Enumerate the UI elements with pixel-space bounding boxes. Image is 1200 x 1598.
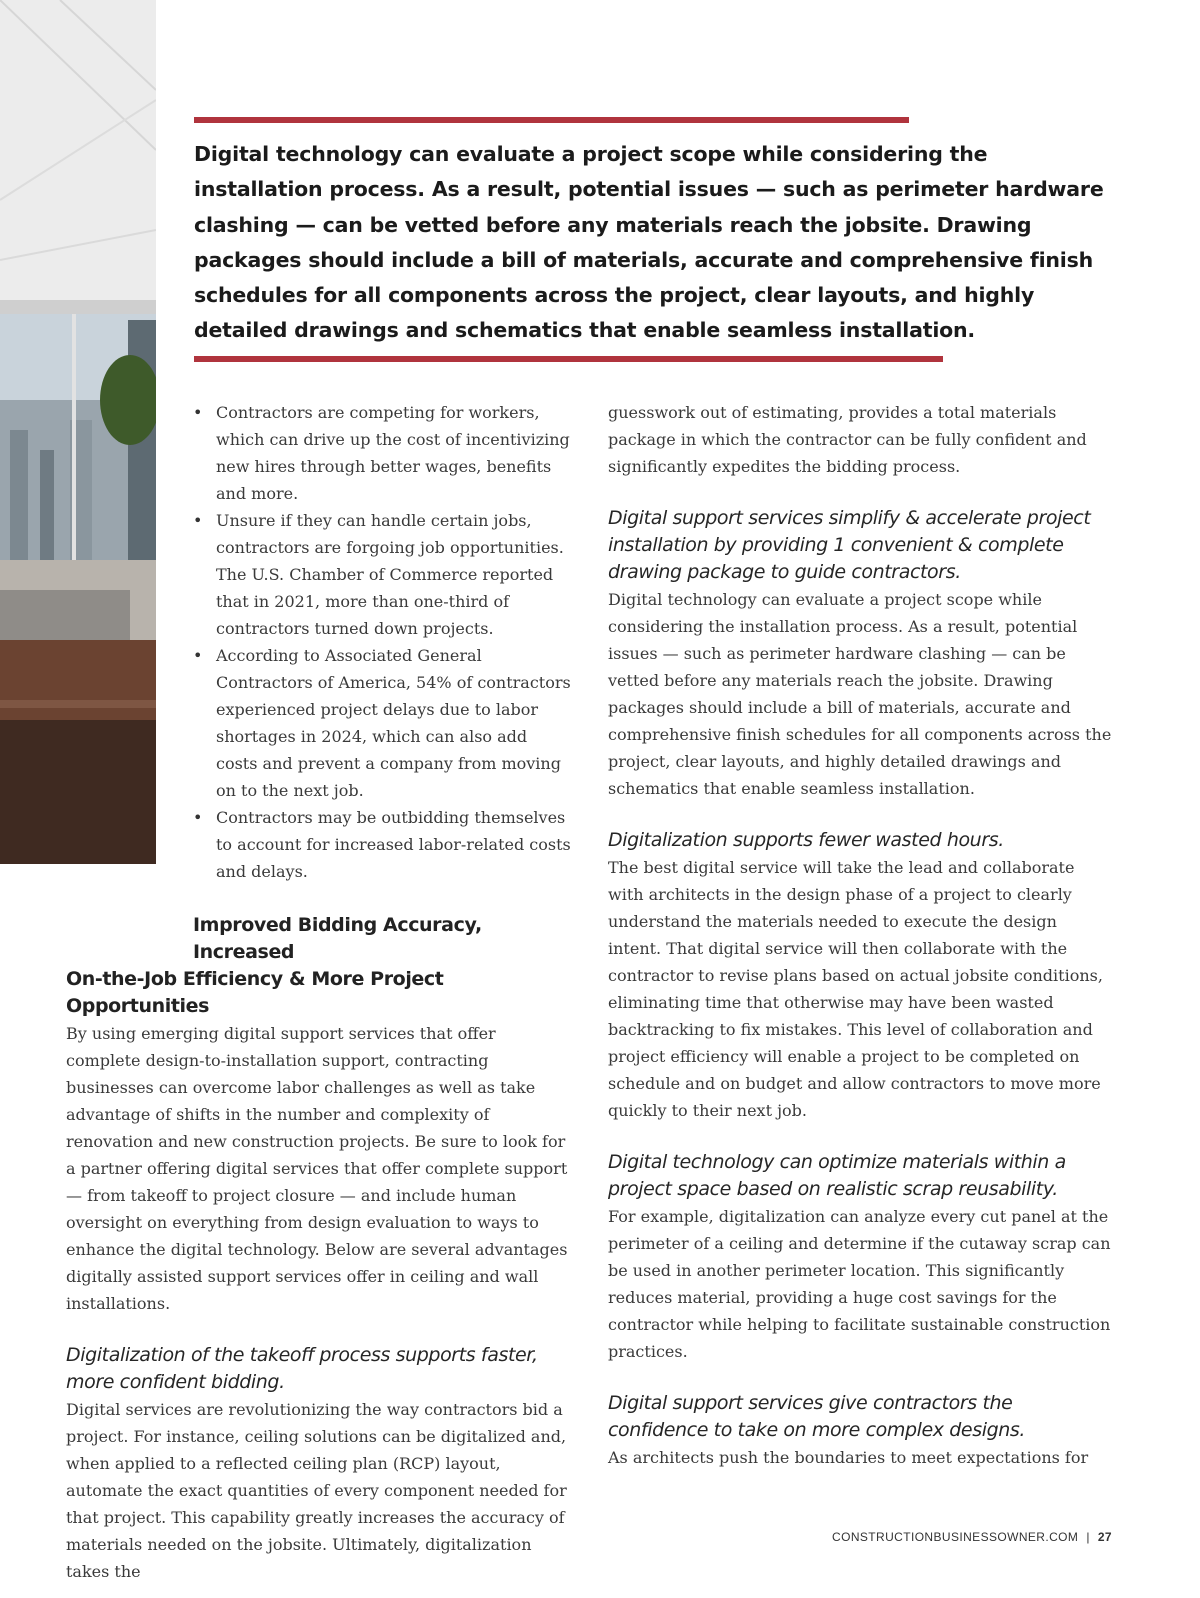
spacer [66,1317,571,1342]
bullet-text: • Contractors are competing for workers, which can drive up the cost of incentivizing new hires through better wages, benefits and more. [216,403,570,503]
page-number: 27 [1097,1530,1112,1544]
spacer [608,480,1113,505]
spacer [608,1124,1113,1149]
list-item [216,399,571,507]
pullquote-top-rule [194,117,909,123]
left-column [66,399,571,1585]
pullquote-bottom-rule [194,356,943,362]
labor-bullet-list [66,399,571,885]
pullquote: Digital technology can evaluate a project scope while considering the installation process. As a result, potential issues — such as perimeter hardware clashing — can be vetted before any materials reach the jobsite. Drawing packages should include a bill of materials, accurate and comprehensive finish schedules for all components across the project, clear layouts, and highly detailed drawings and schematics that enable seamless installation. [194,142,1104,343]
spacer [66,885,571,912]
takeoff-heading: Digitalization of the takeoff process supports faster, more confident bidding. [66,1344,538,1393]
section-heading [66,912,571,1020]
scrap-reuse-heading: Digital technology can optimize materials within a project space based on realistic scrap reusability. [608,1151,1066,1200]
complex-designs-heading: Digital support services give contractors the confidence to take on more complex designs. [608,1392,1026,1441]
bullet-text: • Unsure if they can handle certain jobs, contractors are forgoing job opportunities. The U.S. Chamber of Commerce reported that in 2021, more than one-third of contractors turned down projects. [216,511,564,638]
list-item [216,507,571,642]
drawing-package-body: Digital technology can evaluate a project scope while considering the installation process. As a result, potential issues — such as perimeter hardware clashing — can be vetted before any materials reach the jobsite. Drawing packages should include a bill of materials, accurate and comprehensive finish schedules for all components across the project, clear layouts, and highly detailed drawings and schematics that enable seamless installation. [608,590,1112,798]
footer-separator: | [1086,1530,1090,1544]
footer-site: CONSTRUCTIONBUSINESSOWNER.COM [832,1530,1079,1544]
continuation-text: guesswork out of estimating, provides a total materials package in which the contractor can be fully confident and significantly expedites the bidding process. [608,403,1087,476]
spacer [608,1365,1113,1390]
spacer [608,802,1113,827]
wasted-hours-heading: Digitalization supports fewer wasted hours. [608,829,1004,851]
drawing-package-heading: Digital support services simplify & accelerate project installation by providing 1 convenient & complete drawing package to guide contractors. [608,507,1091,583]
takeoff-body: Digital services are revolutionizing the way contractors bid a project. For instance, ceiling solutions can be digitalized and, when applied to a reflected ceiling plan (RCP) layout, automate the exact quantities of every component needed for that project. This capability greatly increases the accuracy of materials needed on the jobsite. Ultimately, digitalization takes the [66,1400,567,1581]
section-body: By using emerging digital support services that offer complete design-to-installation support, contracting businesses can overcome labor challenges as well as take advantage of shifts in the number and complexity of renovation and new construction projects. Be sure to look for a partner offering digital services that offer complete support — from takeoff to project closure — and include human oversight on everything from design evaluation to ways to enhance the digital technology. Below are several advantages digitally assisted support services offer in ceiling and wall installations. [66,1024,568,1313]
list-item [216,804,571,885]
complex-designs-body: As architects push the boundaries to meet expectations for [608,1448,1089,1467]
bullet-text: • According to Associated General Contractors of America, 54% of contractors experienced project delays due to labor shortages in 2024, which can also add costs and prevent a company from moving on to the next job. [216,646,571,800]
wasted-hours-body: The best digital service will take the lead and collaborate with architects in the design phase of a project to clearly understand the materials needed to execute the design intent. That digital service will then collaborate with the contractor to revise plans based on actual jobsite conditions, eliminating time that otherwise may have been wasted backtracking to fix mistakes. This level of collaboration and project efficiency will enable a project to be completed on schedule and on budget and allow contractors to move more quickly to their next job. [608,858,1103,1120]
section-heading-line-1: Improved Bidding Accuracy, Increased [193,914,482,963]
page-footer [832,1530,1112,1544]
section-heading-line-2: On-the-Job Efficiency & More Project Opportunities [66,968,444,1017]
list-item [216,642,571,804]
scrap-reuse-body: For example, digitalization can analyze every cut panel at the perimeter of a ceiling and determine if the cutaway scrap can be used in another perimeter location. This significantly reduces material, providing a huge cost savings for the contractor while helping to facilitate sustainable construction practices. [608,1207,1111,1361]
right-column [608,399,1113,1471]
bullet-text: • Contractors may be outbidding themselves to account for increased labor-related costs and delays. [216,808,571,881]
